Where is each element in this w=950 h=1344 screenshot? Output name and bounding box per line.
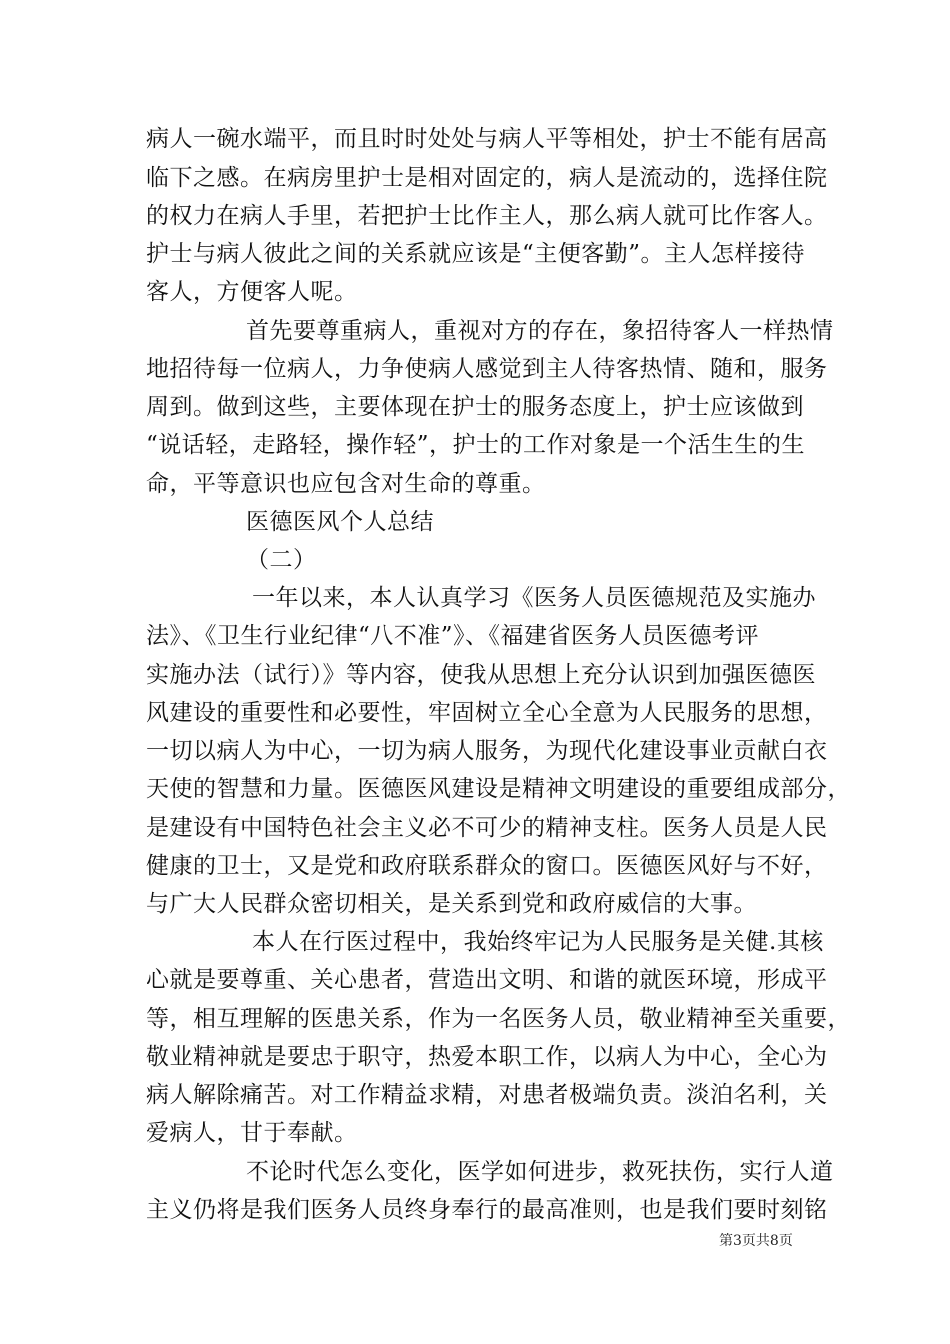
text-line: 的权力在病人手里，若把护士比作主人，那么病人就可比作客人。 (146, 203, 828, 229)
text-line: 临下之感。在病房里护士是相对固定的，病人是流动的，选择住院 (146, 165, 828, 191)
text-line: 与广大人民群众密切相关，是关系到党和政府威信的大事。 (146, 891, 757, 917)
text-line: 爱病人，甘于奉献。 (146, 1120, 358, 1146)
text-line: 命，平等意识也应包含对生命的尊重。 (146, 471, 546, 497)
paragraph-first-line: 不论时代怎么变化，医学如何进步，救死扶伤，实行人道 (246, 1159, 834, 1185)
paragraph-first-line: 首先要尊重病人，重视对方的存在，象招待客人一样热情 (246, 318, 834, 344)
text-line: 病人解除痛苦。对工作精益求精，对患者极端负责。淡泊名利，关 (146, 1082, 828, 1108)
text-line: 周到。做到这些，主要体现在护士的服务态度上，护士应该做到 (146, 394, 804, 420)
section-title: 医德医风个人总结 (246, 509, 434, 535)
text-line: 客人，方便客人呢。 (146, 279, 358, 305)
text-line: 实施办法（试行）》等内容，使我从思想上充分认识到加强医德医 (146, 662, 816, 688)
text-line: 法》、《卫生行业纪律“八不准”》、《福建省医务人员医德考评 (146, 623, 760, 649)
text-line: 敬业精神就是要忠于职守，热爱本职工作，以病人为中心，全心为 (146, 1044, 828, 1070)
text-line: 一切以病人为中心，一切为病人服务，为现代化建设事业贡献白衣 (146, 738, 828, 764)
text-line: 风建设的重要性和必要性，牢固树立全心全意为人民服务的思想， (146, 700, 828, 726)
text-line: 心就是要尊重、关心患者，营造出文明、和谐的就医环境，形成平 (146, 967, 828, 993)
text-line: 等，相互理解的医患关系，作为一名医务人员，敬业精神至关重要， (146, 1006, 851, 1032)
text-line: 病人一碗水端平，而且时时处处与病人平等相处，护士不能有居高 (146, 126, 828, 152)
paragraph-first-line: 一年以来，本人认真学习《医务人员医德规范及实施办 (252, 585, 816, 611)
section-subtitle: （二） (246, 547, 317, 573)
text-line: 护士与病人彼此之间的关系就应该是“主便客勤”。主人怎样接待 (146, 241, 806, 267)
text-line: 天使的智慧和力量。医德医风建设是精神文明建设的重要组成部分， (146, 776, 851, 802)
text-line: 健康的卫士，又是党和政府联系群众的窗口。医德医风好与不好， (146, 853, 828, 879)
paragraph-first-line: 本人在行医过程中，我始终牢记为人民服务是关健.其核 (252, 929, 824, 955)
page-number-footer: 第3页共8页 (719, 1233, 793, 1249)
text-line: 主义仍将是我们医务人员终身奉行的最高准则，也是我们要时刻铭 (146, 1197, 828, 1223)
text-line: “说话轻，走路轻，操作轻”，护士的工作对象是一个活生生的生 (146, 432, 806, 458)
text-line: 是建设有中国特色社会主义必不可少的精神支柱。医务人员是人民 (146, 815, 828, 841)
text-line: 地招待每一位病人，力争使病人感觉到主人待客热情、随和，服务 (146, 356, 828, 382)
